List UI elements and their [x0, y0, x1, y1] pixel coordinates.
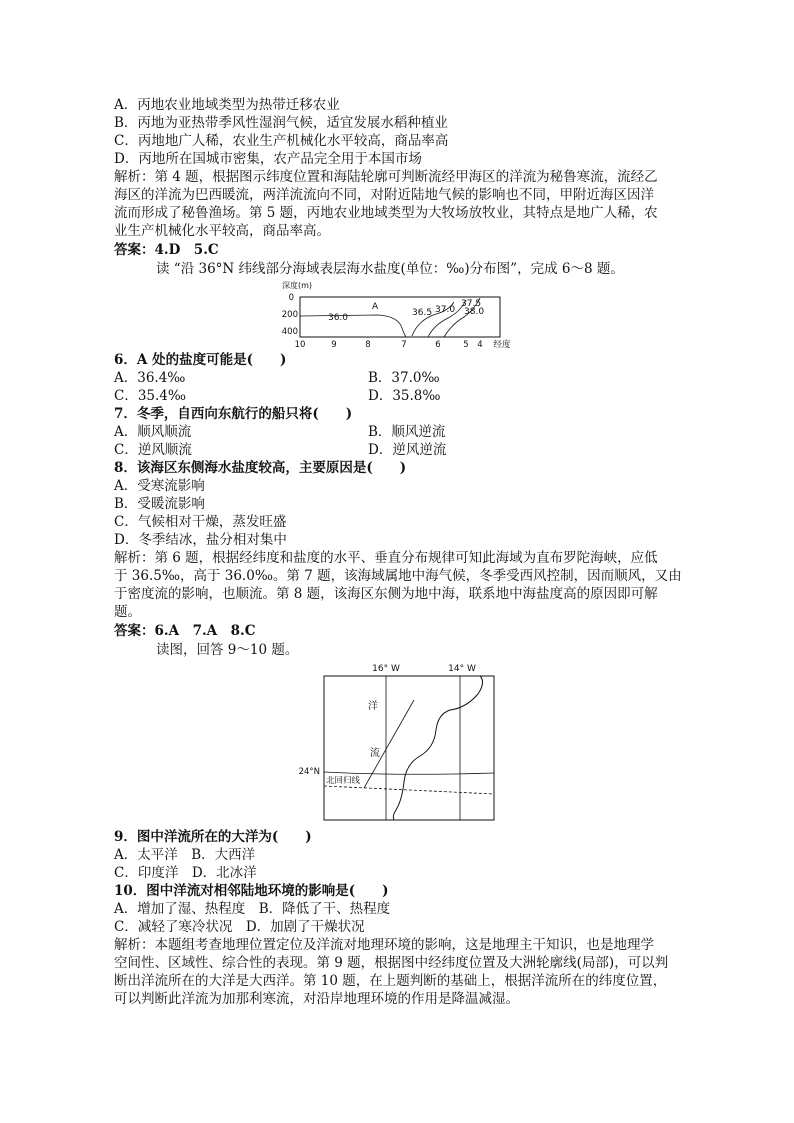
explanation-line: 解析：第 4 题，根据图示纬度位置和海陆轮廓可判断流经甲海区的洋流为秘鲁寒流，流经乙	[114, 169, 658, 185]
explanation-line: 海区的洋流为巴西暖流，两洋流流向不同，对附近陆地气候的影响也不同，甲附近海区因洋	[114, 187, 654, 203]
intro-map: 读图，回答 9～10 题。	[156, 642, 299, 658]
explanation-line: 解析：第 6 题，根据经纬度和盐度的水平、垂直分布规律可知此海域为直布罗陀海峡，应低	[114, 550, 658, 566]
y-tick: 0	[288, 293, 294, 303]
lon-label-16w: 16° W	[372, 664, 400, 674]
q7-option-a: A．顺风顺流	[114, 424, 192, 440]
tropic-of-cancer-line	[324, 786, 494, 794]
q9-stem: 9．图中洋流所在的大洋为( )	[114, 829, 312, 845]
q8-option-c: C．气候相对干燥，蒸发旺盛	[114, 514, 287, 530]
isoline-label: 37.5	[461, 299, 482, 309]
q8-option-b: B．受暖流影响	[114, 496, 205, 512]
explanation-line: 业生产机械化水平较高，商品率高。	[114, 223, 330, 239]
explanation-line: 流而形成了秘鲁渔场。第 5 题，丙地农业地域类型为大牧场放牧业，其特点是地广人稀，农	[114, 205, 658, 221]
isoline-36-0	[300, 315, 406, 337]
isoline-label: 37.0	[435, 305, 456, 315]
q8-stem: 8．该海区东侧海水盐度较高，主要原因是( )	[114, 460, 407, 476]
q7-option-d: D．逆风逆流	[368, 442, 447, 458]
x-tick: 8	[365, 340, 371, 350]
explanation-line: 于密度流的影响，也顺流。第 8 题，该海区东侧为地中海，联系地中海盐度高的原因即可解	[114, 586, 658, 602]
answer-line: 答案：6.A 7.A 8.C	[114, 623, 256, 639]
x-tick: 7	[401, 340, 407, 350]
option-a-q5: A．丙地农业地域类型为热带迁移农业	[114, 97, 340, 113]
q6-stem: 6．A 处的盐度可能是( )	[114, 352, 287, 368]
answer-line: 答案：4.D 5.C	[114, 242, 219, 258]
x-tick: 9	[331, 340, 337, 350]
q6-option-b: B．37.0‰	[368, 370, 440, 386]
coastline	[393, 676, 482, 820]
x-tick: 5	[463, 340, 469, 350]
intro-salinity: 读 “沿 36°N 纬线部分海域表层海水盐度(单位：‰)分布图”，完成 6～8 题。	[156, 261, 624, 277]
explanation-line: 题。	[114, 604, 141, 620]
isoline-label: 36.5	[412, 308, 433, 318]
q9-options-row2: C．印度洋 D．北冰洋	[114, 865, 257, 881]
explanation-line: 可以判断此洋流为加那利寒流，对沿岸地理环境的作用是降温减湿。	[114, 991, 519, 1007]
explanation-line: 断出洋流所在的大洋是大西洋。第 10 题，在上题判断的基础上，根据洋流所在的纬度位置，	[114, 973, 667, 989]
option-d-q5: D．丙地所在国城市密集，农产品完全用于本国市场	[114, 151, 422, 167]
ocean-char: 流	[370, 748, 380, 759]
latitude-24n-line	[324, 772, 494, 774]
q10-options-row2: C．减轻了寒冷状况 D．加剧了干燥状况	[114, 919, 365, 935]
q6-option-c: C．35.4‰	[114, 388, 187, 404]
q6-option-a: A．36.4‰	[114, 370, 186, 386]
explanation-line: 于 36.5‰，高于 36.0‰。第 7 题，该海域属地中海气候，冬季受西风控制，因而顺风，又由	[114, 568, 682, 584]
ocean-char: 洋	[368, 701, 378, 712]
map-frame	[324, 676, 494, 820]
q7-option-b: B．顺风逆流	[368, 424, 446, 440]
current-arrow-line	[364, 700, 414, 788]
y-tick: 200	[281, 310, 298, 320]
point-a-label: A	[372, 302, 379, 312]
explanation-line: 解析：本题组考查地理位置定位及洋流对地理环境的影响，这是地理主干知识，也是地理学	[114, 937, 654, 953]
q8-option-a: A．受寒流影响	[114, 478, 205, 494]
q7-stem: 7．冬季，自西向东航行的船只将( )	[114, 406, 353, 422]
q10-options-row1: A．增加了湿、热程度 B．降低了干、热程度	[114, 901, 391, 917]
x-tick: 4	[477, 340, 483, 350]
option-c-q5: C．丙地地广人稀，农业生产机械化水平较高，商品率高	[114, 133, 449, 149]
x-tick: 10	[294, 340, 306, 350]
lon-label-14w: 14° W	[448, 664, 476, 674]
ocean-current-map	[290, 660, 510, 822]
q7-option-c: C．逆风顺流	[114, 442, 192, 458]
option-b-q5: B．丙地为亚热带季风性湿润气候，适宜发展水稻种植业	[114, 115, 448, 131]
explanation-line: 空间性、区域性、综合性的表现。第 9 题，根据图中经纬度位置及大洲轮廓线(局部)，可以判	[114, 955, 669, 971]
chart-ylabel: 深度(m)	[282, 281, 313, 290]
isoline-label: 38.0	[464, 307, 485, 317]
q8-option-d: D．冬季结冰，盐分相对集中	[114, 532, 287, 548]
lat-label-24n: 24°N	[298, 767, 320, 777]
tropic-label: 北回归线	[326, 776, 361, 786]
x-tick: 6	[435, 340, 441, 350]
q6-option-d: D．35.8‰	[368, 388, 441, 404]
salinity-chart	[278, 280, 518, 350]
y-tick: 400	[281, 327, 298, 337]
isoline-label: 36.0	[327, 313, 349, 323]
q9-options-row1: A．太平洋 B．大西洋	[114, 847, 256, 863]
chart-xlabel: 经度	[493, 340, 511, 350]
q10-stem: 10．图中洋流对相邻陆地环境的影响是( )	[114, 883, 389, 899]
